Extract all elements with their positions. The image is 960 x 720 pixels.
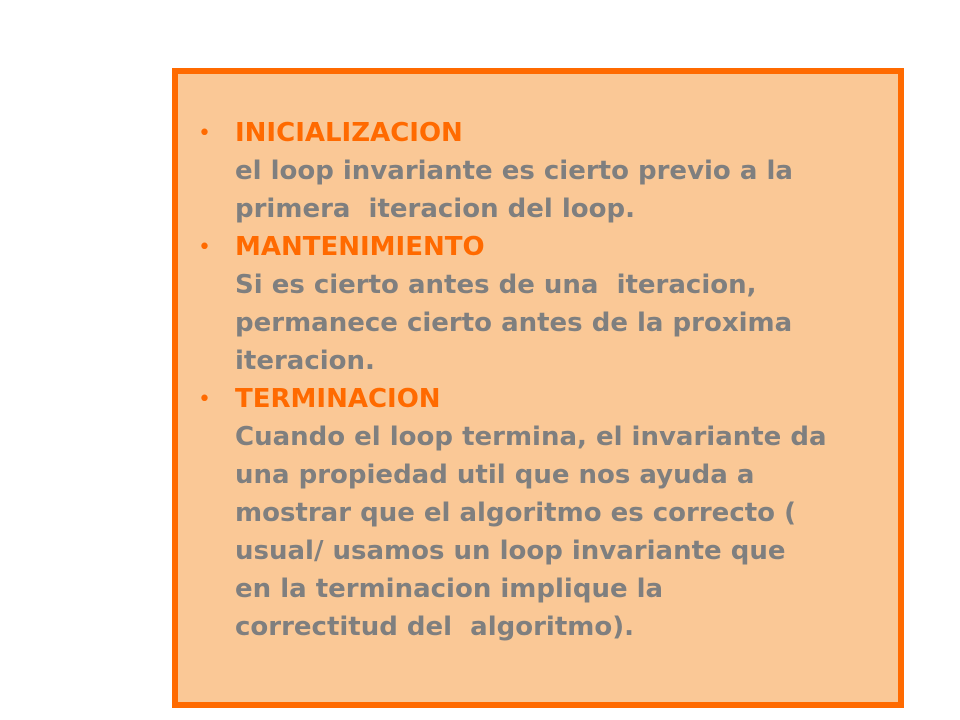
item-description [235, 152, 886, 228]
bullet-icon: • [198, 121, 211, 146]
text-line: en la terminacion implique la [235, 574, 664, 604]
text-line: correctitud del algoritmo). [235, 612, 634, 642]
text-line: Cuando el loop termina, el invariante da [235, 422, 827, 452]
bullet-icon: • [198, 235, 211, 260]
text-line: iteracion. [235, 346, 375, 376]
item-heading: TERMINACION [235, 384, 441, 414]
list-item-terminacion [186, 380, 886, 646]
bullet-icon: • [198, 387, 211, 412]
item-heading: MANTENIMIENTO [235, 232, 485, 262]
item-description [235, 266, 886, 380]
list-item-inicializacion [186, 114, 886, 228]
text-line: permanece cierto antes de la proxima [235, 308, 793, 338]
invariant-properties-list [186, 114, 886, 646]
item-heading: INICIALIZACION [235, 118, 463, 148]
item-description [235, 418, 886, 646]
list-item-mantenimiento [186, 228, 886, 380]
text-line: usual/ usamos un loop invariante que [235, 536, 786, 566]
text-line: el loop invariante es cierto previo a la [235, 156, 793, 186]
text-line: primera iteracion del loop. [235, 194, 635, 224]
text-line: mostrar que el algoritmo es correcto ( [235, 498, 796, 528]
text-line: Si es cierto antes de una iteracion, [235, 270, 757, 300]
text-line: una propiedad util que nos ayuda a [235, 460, 755, 490]
